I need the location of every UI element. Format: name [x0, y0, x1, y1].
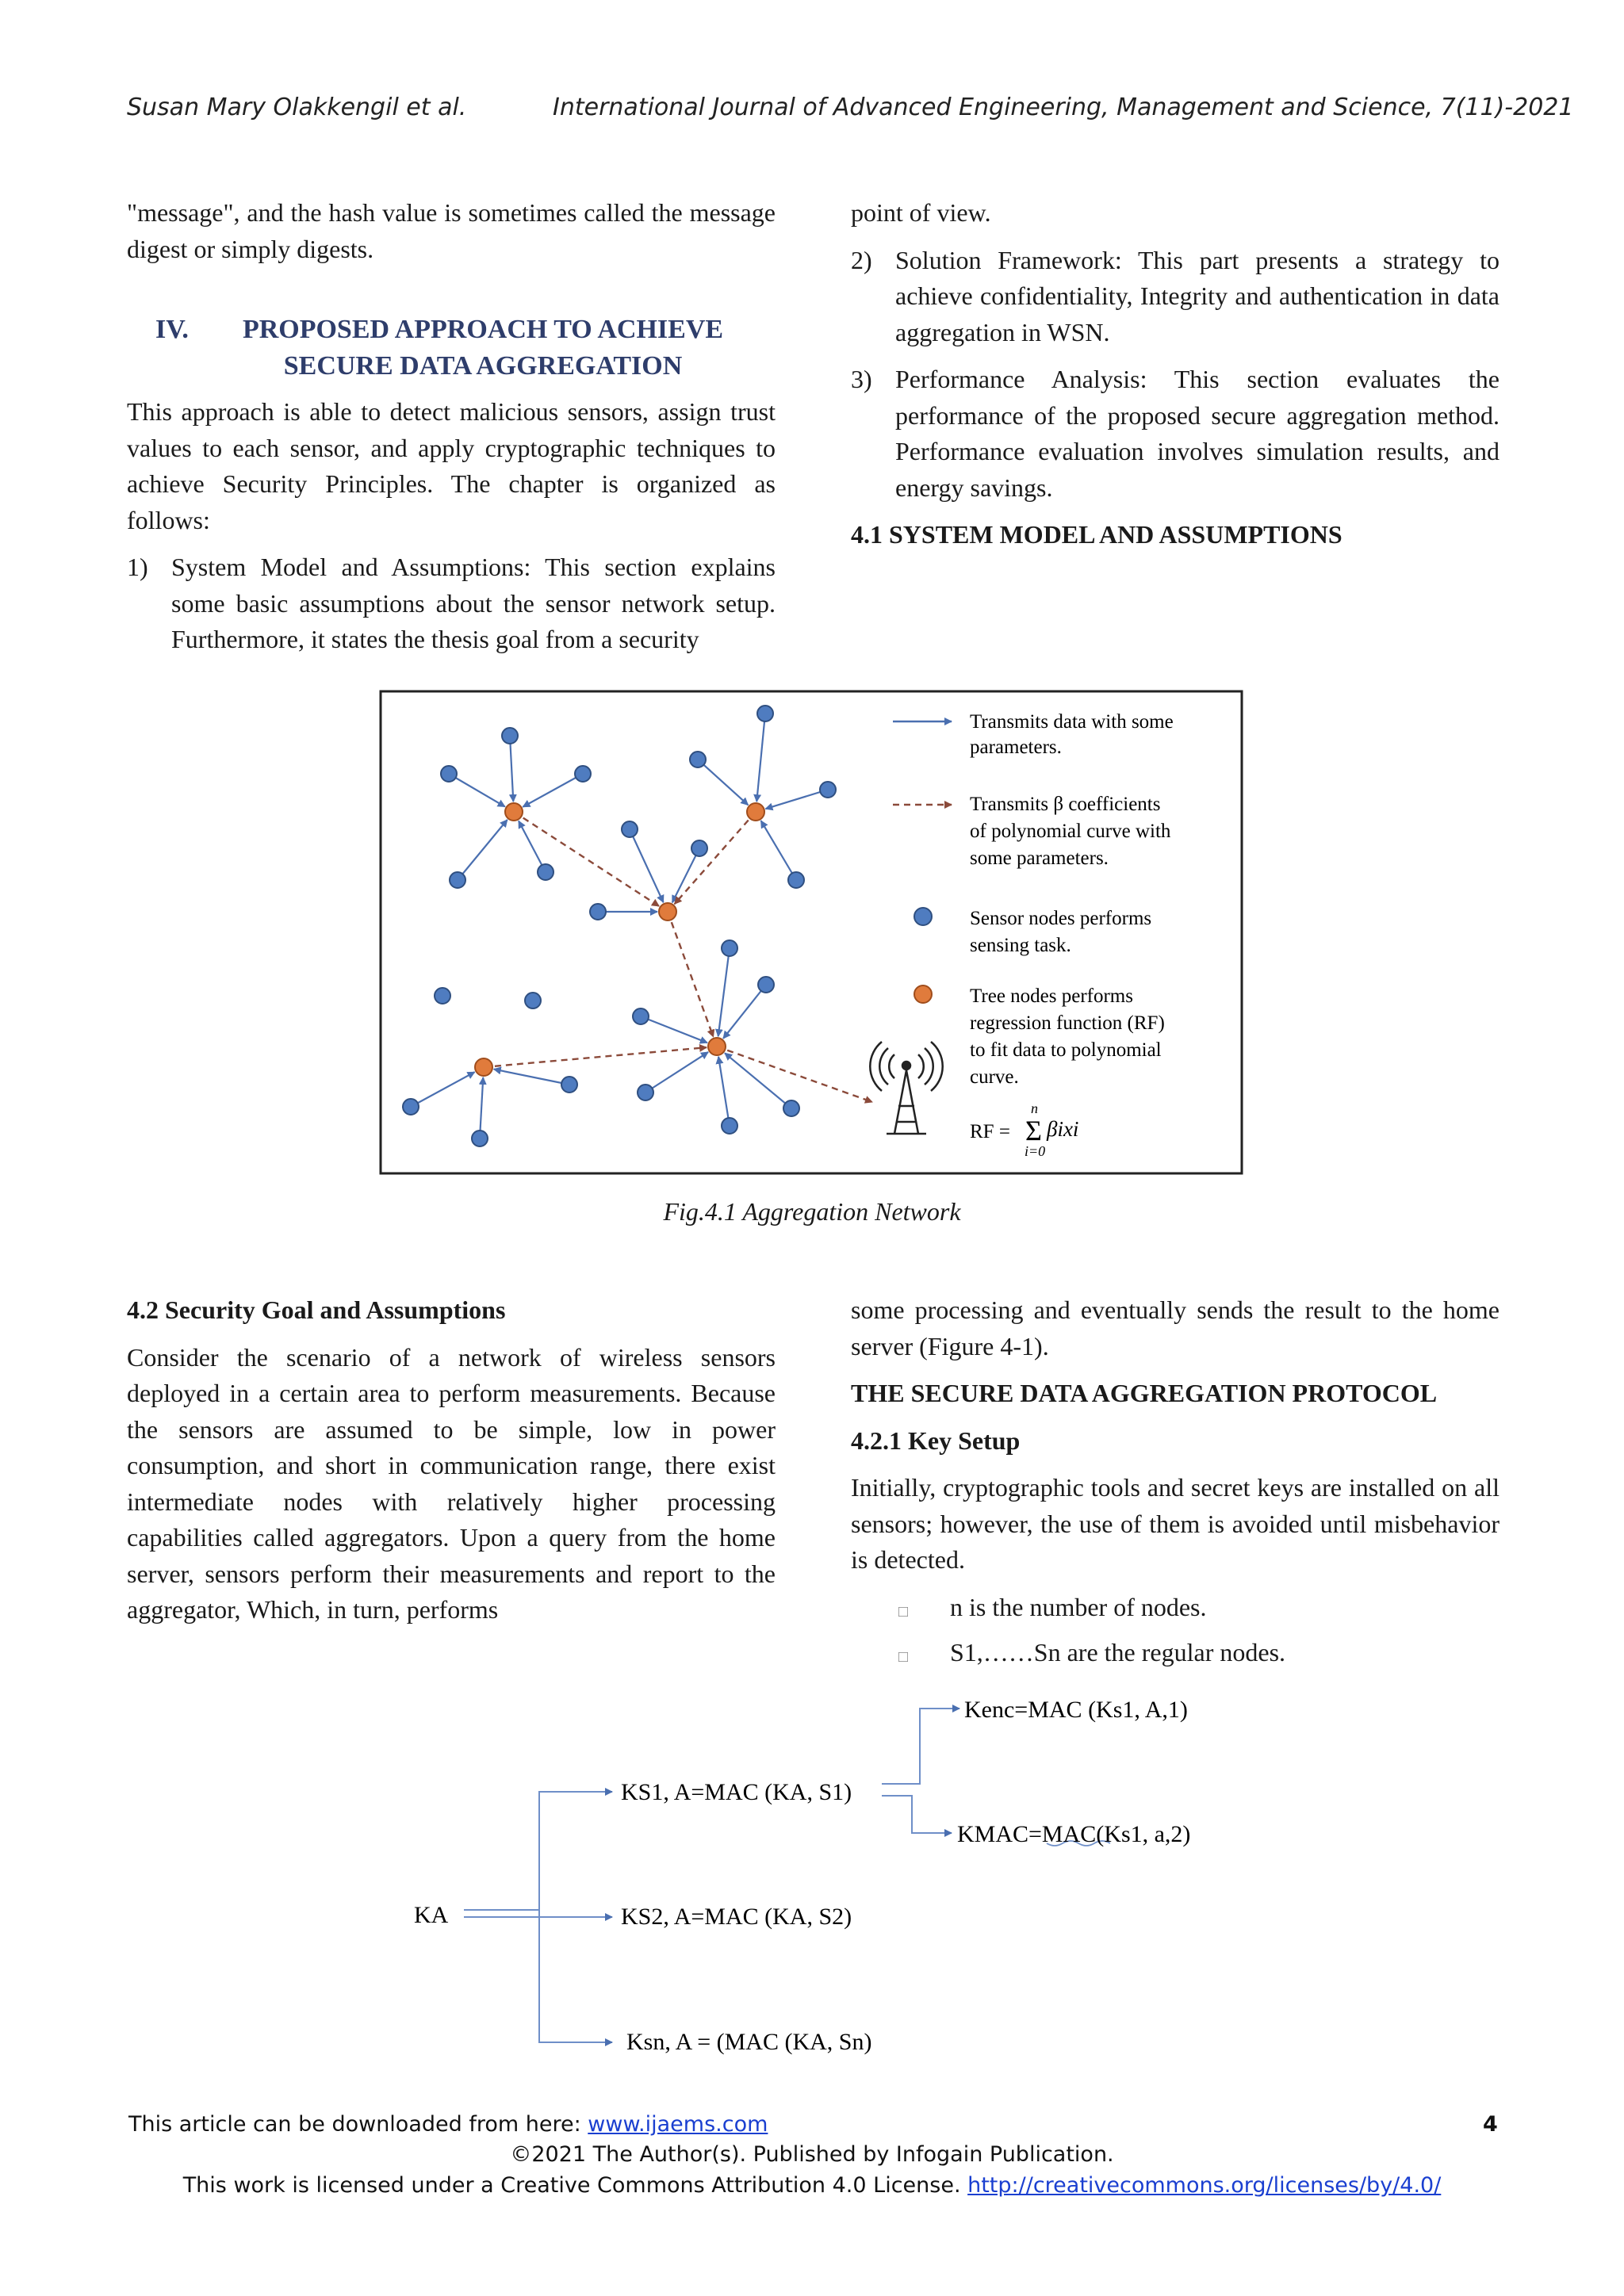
sensor-node	[722, 1118, 737, 1134]
list-number: 1)	[127, 553, 148, 581]
sensor-node	[788, 872, 804, 888]
paragraph-key-setup: Initially, cryptographic tools and secret keys are installed on all sensors; however, the use of them is avoided until misbehavior is detected.	[851, 1473, 1500, 1574]
sensor-node	[538, 864, 553, 880]
footer-copyright: ©2021 The Author(s). Published by Infogain Publication.	[510, 2142, 1114, 2167]
legend-tree-1: Tree nodes performs	[970, 985, 1133, 1007]
bullet-text: S1,……Sn are the regular nodes.	[950, 1638, 1286, 1667]
key-tree-lines	[464, 1709, 1110, 2042]
key-kenc: Kenc=MAC (Ks1, A,1)	[964, 1697, 1188, 1723]
sensor-node	[472, 1131, 488, 1146]
legend-sensor-dot	[914, 908, 932, 925]
tree-node	[505, 803, 523, 821]
legend-tree-4: curve.	[970, 1066, 1019, 1088]
key-ksn: Ksn, A = (MAC (KA, Sn)	[626, 2029, 872, 2055]
sensor-node	[758, 977, 774, 993]
legend-tree-dot	[914, 985, 932, 1003]
footer-download	[128, 2112, 768, 2137]
tree-node	[708, 1038, 726, 1055]
tree-node	[475, 1058, 492, 1076]
heading-4-2-1: 4.2.1 Key Setup	[851, 1425, 1021, 1455]
sensor-node	[622, 821, 638, 837]
section-title-line1: PROPOSED APPROACH TO ACHIEVE	[242, 315, 724, 344]
sensor-node	[435, 988, 450, 1004]
heading-4-1: 4.1 SYSTEM MODEL AND ASSUMPTIONS	[851, 520, 1342, 549]
sensor-node	[820, 782, 836, 798]
section-title-line2: SECURE DATA AGGREGATION	[283, 351, 683, 381]
bullet-glyph: □	[898, 1602, 909, 1621]
key-root: KA	[414, 1902, 449, 1928]
legend-sensor-2: sensing task.	[970, 935, 1071, 956]
paragraph-point-of-view: point of view.	[851, 198, 991, 227]
key-ks1: KS1, A=MAC (KA, S1)	[621, 1779, 852, 1805]
sensor-node	[561, 1077, 577, 1093]
key-kmac: KMAC=MAC(Ks1, a,2)	[957, 1821, 1191, 1847]
bullet-item-2	[851, 1635, 1500, 1671]
license-link[interactable]: http://creativecommons.org/licenses/by/4.0/	[967, 2173, 1442, 2198]
tree-node	[747, 803, 764, 821]
footer-license-text: This work is licensed under a Creative Commons Attribution 4.0 License.	[182, 2173, 968, 2198]
legend-sensor-1: Sensor nodes performs	[970, 908, 1152, 929]
paragraph-approach: This approach is able to detect malicious sensors, assign trust values to each sensor, and apply cryptographic techniques to achieve Security Principles. The chapter is organized as follows:	[127, 397, 776, 534]
paragraph-home-server: some processing and eventually sends the result to the home server (Figure 4-1).	[851, 1295, 1500, 1360]
key-derivation-diagram	[396, 1685, 1269, 2065]
page-number: 4	[1483, 2112, 1498, 2137]
legend-beta-3: some parameters.	[970, 848, 1109, 869]
sensor-node	[575, 766, 591, 782]
sensor-node	[525, 993, 541, 1008]
key-ks2: KS2, A=MAC (KA, S2)	[621, 1904, 852, 1930]
list-text: Solution Framework: This part presents a strategy to achieve confidentiality, Integrity and authentication in data aggregation in WSN.	[895, 245, 1500, 346]
formula-lhs: RF =	[970, 1121, 1010, 1142]
list-item-2	[851, 243, 1500, 351]
tree-node	[659, 903, 676, 920]
sensor-node	[691, 840, 707, 856]
heading-4-2: 4.2 Security Goal and Assumptions	[127, 1295, 506, 1324]
left-column-top	[127, 195, 776, 669]
sensor-node	[757, 706, 773, 721]
paragraph-message-digest: "message", and the hash value is sometimes called the message digest or simply digests.	[127, 198, 776, 263]
right-column-bottom	[851, 1292, 1500, 1681]
sensor-node	[403, 1099, 419, 1115]
section-number: IV.	[155, 315, 189, 344]
paragraph-security-goal: Consider the scenario of a network of wireless sensors deployed in a certain area to perform measurements. Because the sensors are assumed to be simple, low in power consumption, and short in communication range, there exist intermediate nodes with relatively higher processing capabilities called aggregators. Upon a query from the home server, sensors perform their measurements and report to the aggregator, Which, in turn, performs	[127, 1342, 776, 1624]
sensor-node	[638, 1085, 653, 1100]
legend-transmits-data-2: parameters.	[970, 737, 1062, 758]
legend-beta-1: Transmits β coefficients	[970, 794, 1161, 815]
bullet-text: n is the number of nodes.	[950, 1592, 1207, 1621]
journal-link[interactable]: www.ijaems.com	[588, 2112, 768, 2137]
running-header-author: Susan Mary Olakkengil et al.	[127, 94, 467, 121]
aggregation-network-figure	[379, 690, 1243, 1175]
list-item-1	[127, 549, 776, 658]
list-text: Performance Analysis: This section evaluates the performance of the proposed secure aggregation method. Performance evaluation involves simulation results, and energy savings.	[895, 365, 1500, 502]
sensor-node	[590, 904, 606, 920]
sensor-node	[783, 1100, 799, 1116]
running-header-journal: International Journal of Advanced Engineering, Management and Science, 7(11)-2021	[553, 94, 1574, 121]
list-number: 3)	[851, 365, 872, 393]
figure-frame	[381, 691, 1242, 1173]
bullet-glyph: □	[898, 1648, 909, 1666]
formula-sum-bottom: i=0	[1025, 1143, 1046, 1159]
sensor-node	[722, 940, 737, 956]
sensor-node	[450, 872, 465, 888]
section-heading-iv	[127, 312, 776, 385]
right-column-top	[851, 195, 1500, 564]
sensor-node	[633, 1008, 649, 1024]
formula-body: βixi	[1047, 1117, 1079, 1141]
list-number: 2)	[851, 245, 872, 274]
list-item-3	[851, 362, 1500, 506]
sensor-node	[502, 728, 518, 744]
legend-tree-3: to fit data to polynomial	[970, 1039, 1162, 1061]
bullet-item-1	[851, 1590, 1500, 1626]
left-column-bottom	[127, 1292, 776, 1640]
sensor-node	[690, 752, 706, 767]
footer-license	[0, 2173, 1624, 2198]
legend-beta-2: of polynomial curve with	[970, 821, 1171, 842]
heading-protocol: THE SECURE DATA AGGREGATION PROTOCOL	[851, 1379, 1438, 1407]
formula-sigma: Σ	[1025, 1115, 1042, 1146]
legend-tree-2: regression function (RF)	[970, 1012, 1165, 1034]
footer-download-text: This article can be downloaded from here:	[128, 2112, 588, 2137]
formula-sum-top: n	[1031, 1100, 1038, 1116]
list-text: System Model and Assumptions: This section explains some basic assumptions about the sensor network setup. Furthermore, it states the thesis goal from a security	[171, 553, 776, 653]
figure-caption: Fig.4.1 Aggregation Network	[663, 1197, 961, 1226]
legend-transmits-data: Transmits data with some	[970, 711, 1174, 733]
sensor-node	[441, 766, 457, 782]
